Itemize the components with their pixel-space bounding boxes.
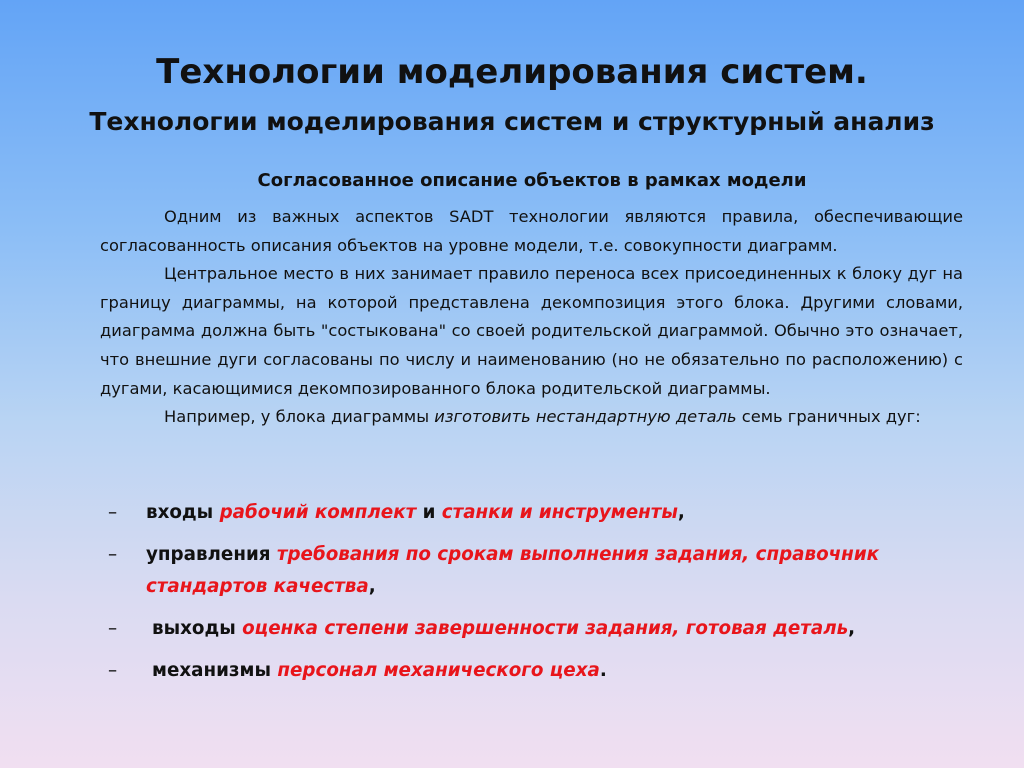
bullet-value: оценка степени завершенности задания, готовая деталь — [242, 618, 849, 639]
paragraph-1: Одним из важных аспектов SADT технологии являются правила, обеспечивающие согласованность описания объектов на уровне модели, т.е. совокупности диаграмм. — [100, 207, 963, 255]
bullet-end: , — [677, 502, 685, 523]
paragraph-3-italic: изготовить нестандартную деталь — [434, 407, 737, 427]
dash-bullet: – — [108, 660, 118, 681]
bullet-end: , — [368, 576, 376, 597]
paragraph-3-start: Например, у блока диаграммы — [164, 407, 435, 427]
bullet-value: персонал механического цеха — [277, 660, 600, 681]
section-heading: Согласованное описание объектов в рамках модели — [257, 170, 807, 191]
paragraph-2: Центральное место в них занимает правило переноса всех присоединенных к блоку дуг на границу диаграммы, на которой представлена декомпозиция этого блока. Другими словами, диаграмма должна быть "состыкована" со своей родительской диаграммой. Обычно это означает, что внешние дуги согласованы по числу и наименованию (но не обязательно по расположению) с дугами, касающимися декомпозированного блока родительской диаграммы. — [100, 264, 963, 398]
bullet-end: , — [848, 618, 856, 639]
bullet-joiner: и — [416, 502, 442, 523]
bullet-value: требования по срокам выполнения задания, справочник стандартов качества — [146, 544, 880, 597]
bullet-label: управления — [146, 544, 277, 565]
arc-list — [108, 497, 968, 697]
dash-bullet: – — [108, 544, 118, 565]
bullet-label: выходы — [152, 618, 243, 639]
bullet-label: механизмы — [152, 660, 278, 681]
bullet-value: рабочий комплект — [219, 502, 417, 523]
list-item-outputs — [108, 613, 968, 645]
bullet-end: . — [599, 660, 607, 681]
bullet-value: станки и инструменты — [441, 502, 678, 523]
slide-subtitle: Технологии моделирования систем и структурный анализ — [89, 107, 935, 136]
dash-bullet: – — [108, 502, 118, 523]
paragraph-3 — [100, 403, 963, 432]
list-item-mechanisms — [108, 655, 968, 687]
body-text — [100, 203, 963, 432]
paragraph-3-end: семь граничных дуг: — [736, 407, 921, 427]
bullet-label: входы — [146, 502, 220, 523]
list-item-inputs — [108, 497, 968, 529]
list-item-controls — [108, 539, 968, 603]
slide-title: Технологии моделирования систем. — [156, 52, 868, 92]
dash-bullet: – — [108, 618, 118, 639]
